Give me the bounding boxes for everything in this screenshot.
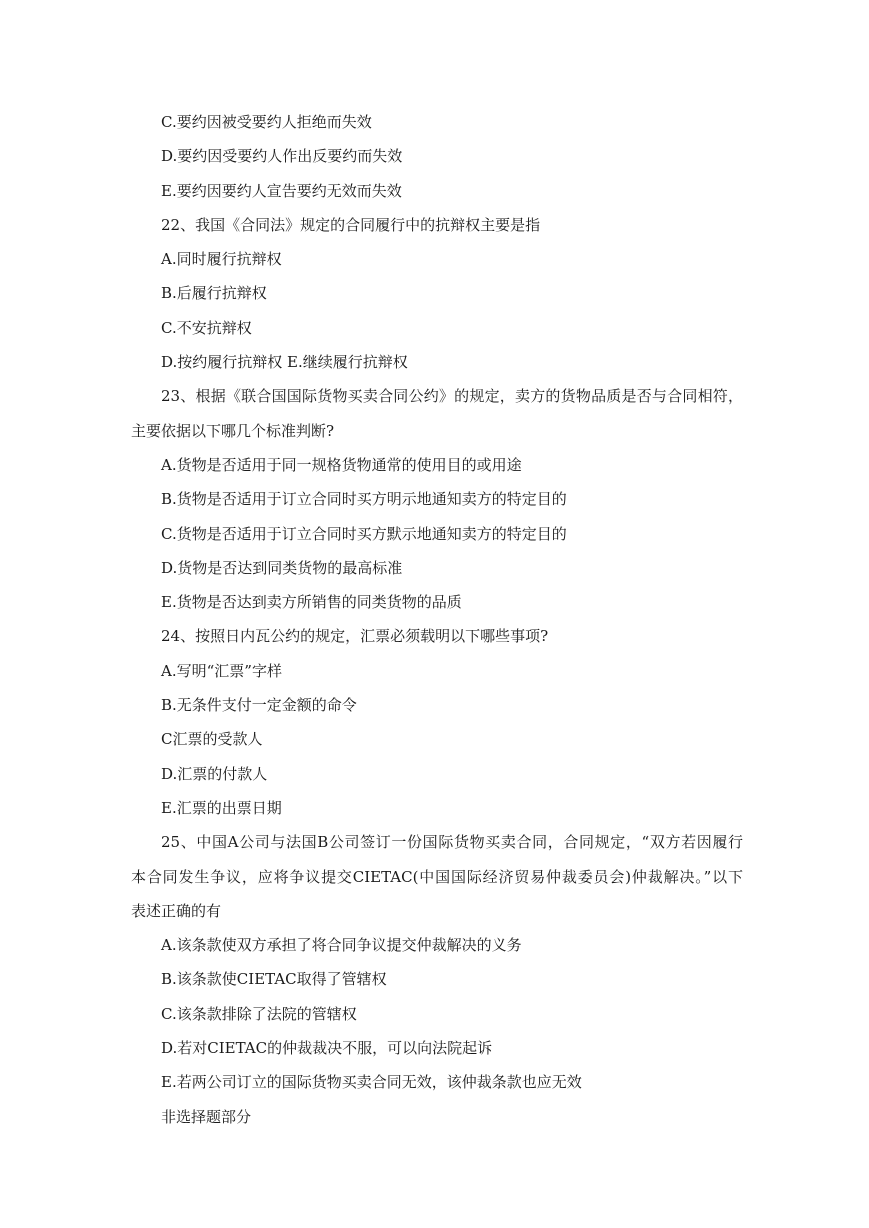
q25-option-c: C.该条款排除了法院的管辖权 (161, 1004, 357, 1023)
q24-option-c: C汇票的受款人 (161, 730, 263, 749)
q25-option-a: A.该条款使双方承担了将合同争议提交仲裁解决的义务 (161, 936, 522, 955)
q23-stem-line-1: 23、根据《联合国国际货物买卖合同公约》的规定，卖方的货物品质是否与合同相符， (161, 387, 743, 406)
q24-stem: 24、按照日内瓦公约的规定，汇票必须载明以下哪些事项? (161, 627, 549, 646)
q22-stem: 22、我国《合同法》规定的合同履行中的抗辩权主要是指 (161, 215, 541, 234)
q25-option-e: E.若两公司订立的国际货物买卖合同无效，该仲裁条款也应无效 (161, 1073, 582, 1092)
q22-option-a: A.同时履行抗辩权 (161, 250, 282, 269)
document-body (131, 110, 743, 1139)
q21-option-e: E.要约因要约人宣告要约无效而失效 (161, 181, 402, 200)
q23-option-b: B.货物是否适用于订立合同时买方明示地通知卖方的特定目的 (161, 490, 567, 509)
q23-option-d: D.货物是否达到同类货物的最高标准 (161, 558, 403, 577)
section-heading: 非选择题部分 (161, 1107, 252, 1126)
q23-option-a: A.货物是否适用于同一规格货物通常的使用目的或用途 (161, 455, 522, 474)
q21-option-c: C.要约因被受要约人拒绝而失效 (161, 113, 372, 131)
q25-stem-line-3: 表述正确的有 (131, 901, 222, 920)
q22-option-de: D.按约履行抗辩权 E.继续履行抗辩权 (161, 353, 408, 372)
q25-option-d: D.若对CIETAC的仲裁裁决不服，可以向法院起诉 (161, 1039, 493, 1058)
q24-option-e: E.汇票的出票日期 (161, 798, 282, 817)
q25-stem-line-2: 本合同发生争议，应将争议提交CIETAC(中国国际经济贸易仲裁委员会)仲裁解决。”以下 (131, 867, 743, 886)
q23-stem-line-2: 主要依据以下哪几个标准判断? (131, 421, 335, 440)
q22-option-b: B.后履行抗辩权 (161, 284, 267, 303)
q25-option-b: B.该条款使CIETAC取得了管辖权 (161, 970, 387, 989)
q21-option-d: D.要约因受要约人作出反要约而失效 (161, 147, 403, 166)
q23-option-e: E.货物是否达到卖方所销售的同类货物的品质 (161, 593, 462, 612)
q24-option-a: A.写明“汇票”字样 (161, 661, 282, 680)
q25-stem-line-1: 25、中国A公司与法国B公司签订一份国际货物买卖合同，合同规定，“双方若因履行 (161, 833, 743, 852)
q22-option-c: C.不安抗辩权 (161, 318, 252, 337)
q24-option-d: D.汇票的付款人 (161, 764, 268, 783)
q23-option-c: C.货物是否适用于订立合同时买方默示地通知卖方的特定目的 (161, 524, 567, 543)
q24-option-b: B.无条件支付一定金额的命令 (161, 696, 357, 715)
